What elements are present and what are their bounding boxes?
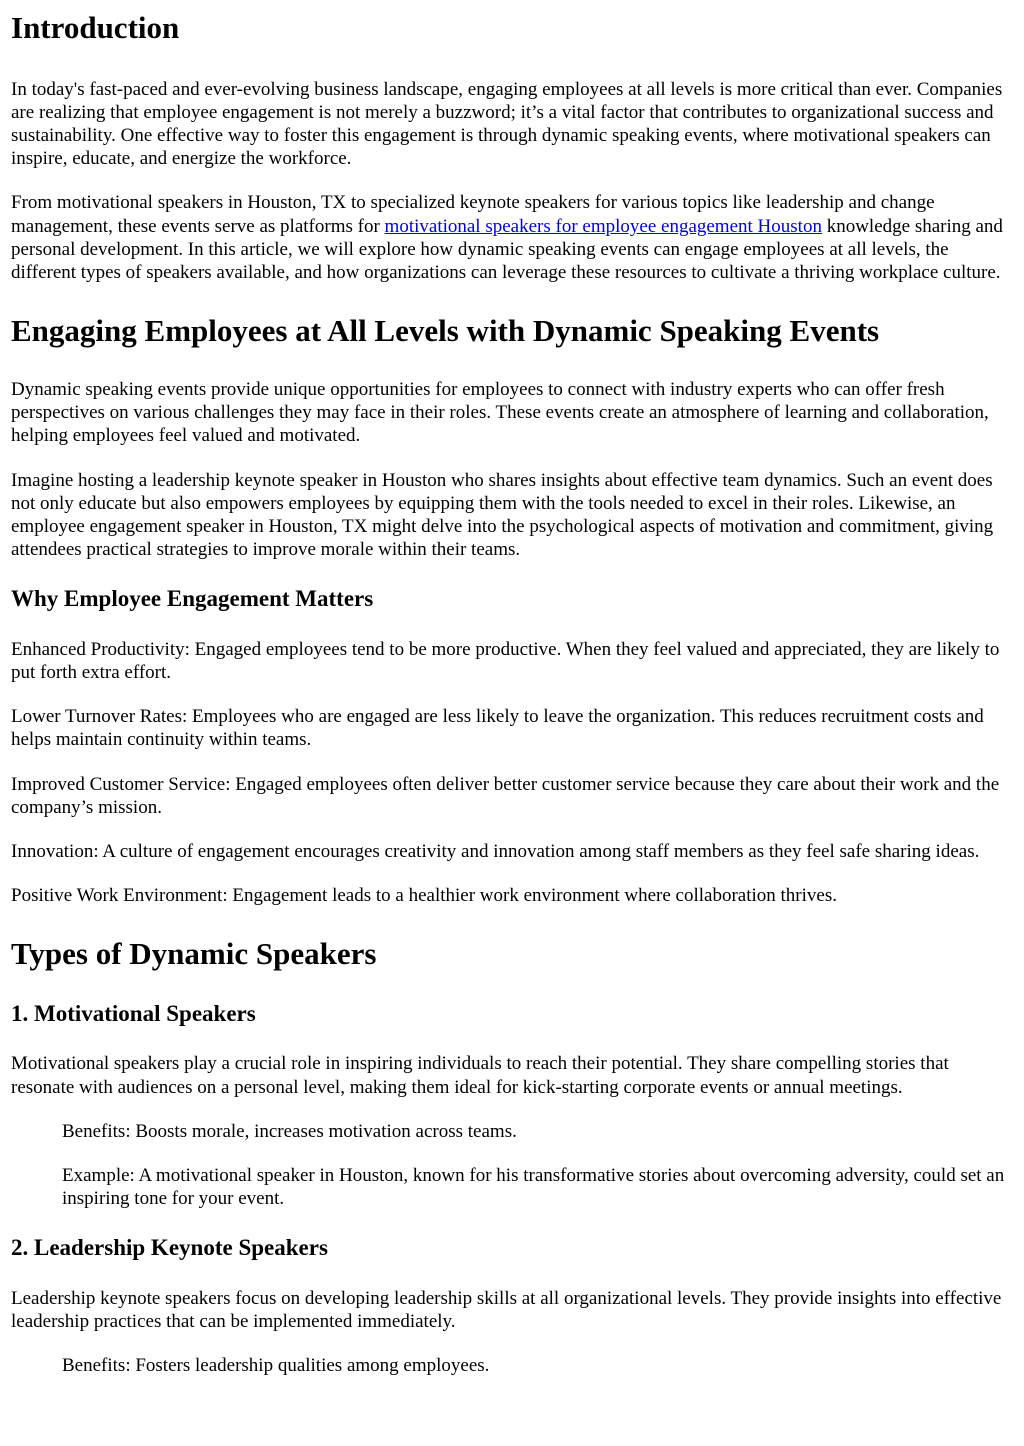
list-item: Enhanced Productivity: Engaged employees tend to be more productive. When they feel valued and appreciated, they are likely to put forth extra effort. [11, 638, 1000, 683]
intro-paragraph-2 [11, 191, 1014, 284]
why-engagement-matters-heading: Why Employee Engagement Matters [11, 586, 374, 612]
motivational-example: Example: A motivational speaker in Houston, known for his transformative stories about overcoming adversity, could set an inspiring tone for your event. [62, 1165, 1005, 1210]
leadership-benefits: Benefits: Fosters leadership qualities among employees. [62, 1355, 490, 1377]
engaging-employees-heading: Engaging Employees at All Levels with Dynamic Speaking Events [11, 313, 880, 349]
motivational-speakers-link[interactable]: motivational speakers for employee engagement Houston [384, 215, 822, 237]
list-item: Improved Customer Service: Engaged employees often deliver better customer service because they care about their work and the company’s mission. [11, 773, 1000, 818]
types-of-speakers-heading: Types of Dynamic Speakers [11, 936, 377, 972]
motivational-speakers-heading: 1. Motivational Speakers [11, 1001, 256, 1027]
leadership-keynote-paragraph: Leadership keynote speakers focus on developing leadership skills at all organizational levels. They provide insights into effective leadership practices that can be implemented immediately. [11, 1287, 1002, 1333]
intro-paragraph-1: In today's fast-paced and ever-evolving business landscape, engaging employees at all levels is more critical than ever. Companies are realizing that employee engagement is not merely a buzzword; it’s a vital factor that contributes to organizational success and sustainability. One effective way to foster this engagement is through dynamic speaking events, where motivational speakers can inspire, educate, and energize the workforce. [11, 78, 1003, 170]
motivational-benefits: Benefits: Boosts morale, increases motivation across teams. [62, 1120, 517, 1142]
motivational-speakers-paragraph: Motivational speakers play a crucial role in inspiring individuals to reach their potential. They share compelling stories that resonate with audiences on a personal level, making them ideal for kick-starting corporate events or annual meetings. [11, 1053, 949, 1098]
list-item: Innovation: A culture of engagement encourages creativity and innovation among staff members as they feel safe sharing ideas. [11, 840, 980, 862]
list-item: Lower Turnover Rates: Employees who are engaged are less likely to leave the organization. This reduces recruitment costs and helps maintain continuity within teams. [11, 706, 984, 751]
intro-paragraph-2-text-after: knowledge sharing and personal development. In this article, we will explore how dynamic speaking events can engage employees at all levels, the different types of speakers available, and how organizations can leverage these resources to cultivate a thriving workplace culture. [11, 215, 1003, 284]
introduction-heading: Introduction [11, 10, 180, 45]
engaging-paragraph-2: Imagine hosting a leadership keynote speaker in Houston who shares insights about effective team dynamics. Such an event does not only educate but also empowers employees by equipping them with the tools needed to excel in their roles. Likewise, an employee engagement speaker in Houston, TX might delve into the psychological aspects of motivation and commitment, giving attendees practical strategies to improve morale within their teams. [11, 469, 994, 561]
engaging-paragraph-1: Dynamic speaking events provide unique opportunities for employees to connect with industry experts who can offer fresh perspectives on various challenges they may face in their roles. These events create an atmosphere of learning and collaboration, helping employees feel valued and motivated. [11, 378, 989, 447]
list-item: Positive Work Environment: Engagement leads to a healthier work environment where collaboration thrives. [11, 885, 837, 907]
intro-paragraph-2-text-before: From motivational speakers in Houston, TX to specialized keynote speakers for various topics like leadership and change management, these events serve as platforms for [11, 192, 935, 237]
leadership-keynote-heading: 2. Leadership Keynote Speakers [11, 1235, 328, 1261]
